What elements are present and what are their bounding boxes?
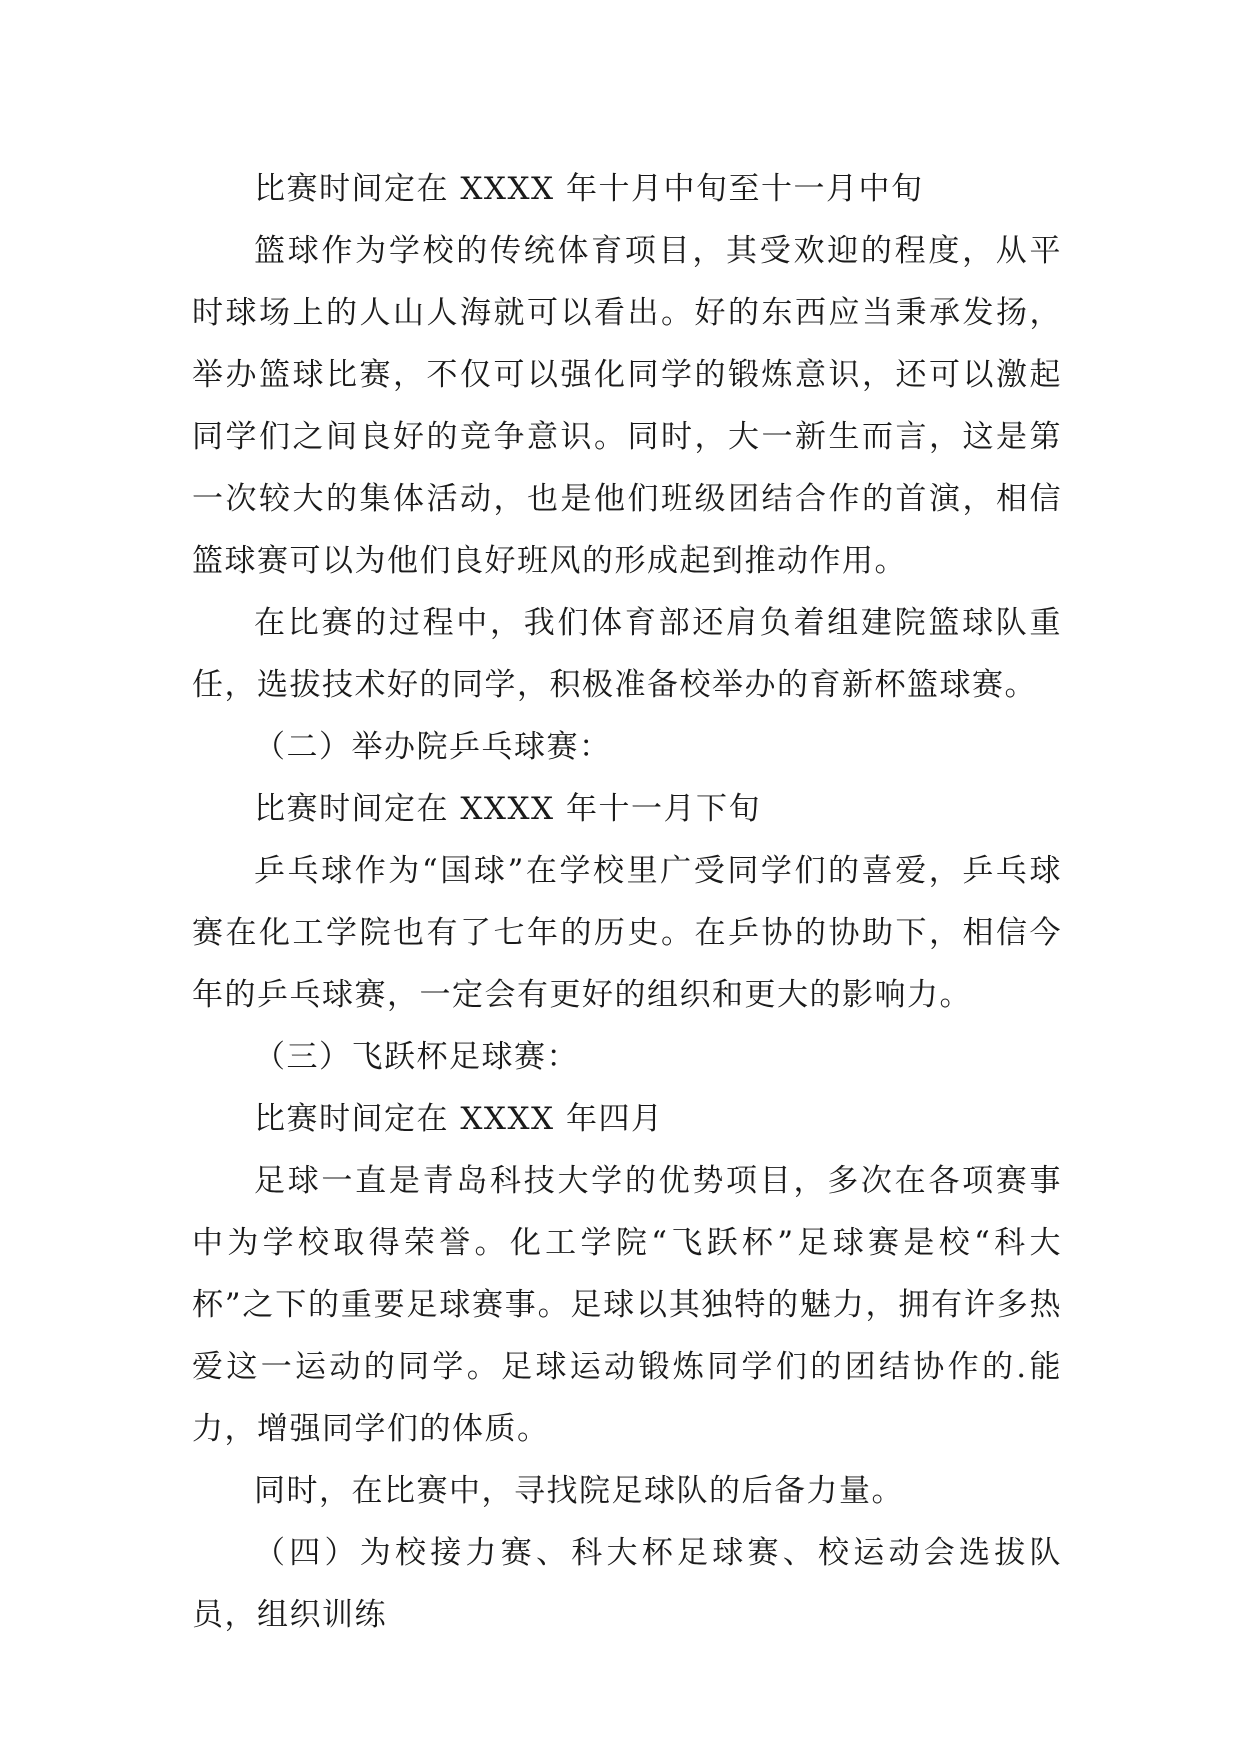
section-heading-selection: （四）为校接力赛、科大杯足球赛、校运动会选拔队员，组织训练 [192,1535,1062,1633]
section-heading-football: （三）飞跃杯足球赛： [254,1039,579,1075]
paragraph-football-intro: 足球一直是青岛科技大学的优势项目，多次在各项赛事中为学校取得荣誉。化工学院“飞跃杯”足球赛是校“科大杯”之下的重要足球赛事。足球以其独特的魅力，拥有许多热爱这一运动的同学。足球运动锻炼同学们的团结协作的.能力，增强同学们的体质。 [192,1163,1062,1447]
paragraph-football-time: 比赛时间定在 XXXX 年四月 [254,1101,664,1137]
section-heading-table-tennis: （二）举办院乒乓球赛： [254,729,612,765]
paragraph-basketball-time: 比赛时间定在 XXXX 年十月中旬至十一月中旬 [254,171,924,207]
paragraph-basketball-intro: 篮球作为学校的传统体育项目，其受欢迎的程度，从平时球场上的人山人海就可以看出。好的东西应当秉承发扬，举办篮球比赛，不仅可以强化同学的锻炼意识，还可以激起同学们之间良好的竞争意识。同时，大一新生而言，这是第一次较大的集体活动，也是他们班级团结合作的首演，相信篮球赛可以为他们良好班风的形成起到推动作用。 [192,233,1062,579]
paragraph-table-tennis-time: 比赛时间定在 XXXX 年十一月下旬 [254,791,761,827]
paragraph-football-reserve: 同时，在比赛中，寻找院足球队的后备力量。 [254,1473,904,1509]
document-body [192,158,1062,1646]
paragraph-table-tennis-intro: 乒乓球作为“国球”在学校里广受同学们的喜爱，乒乓球赛在化工学院也有了七年的历史。在乒协的协助下，相信今年的乒乓球赛，一定会有更好的组织和更大的影响力。 [192,853,1062,1013]
paragraph-basketball-team: 在比赛的过程中，我们体育部还肩负着组建院篮球队重任，选拔技术好的同学，积极准备校举办的育新杯篮球赛。 [192,605,1062,703]
